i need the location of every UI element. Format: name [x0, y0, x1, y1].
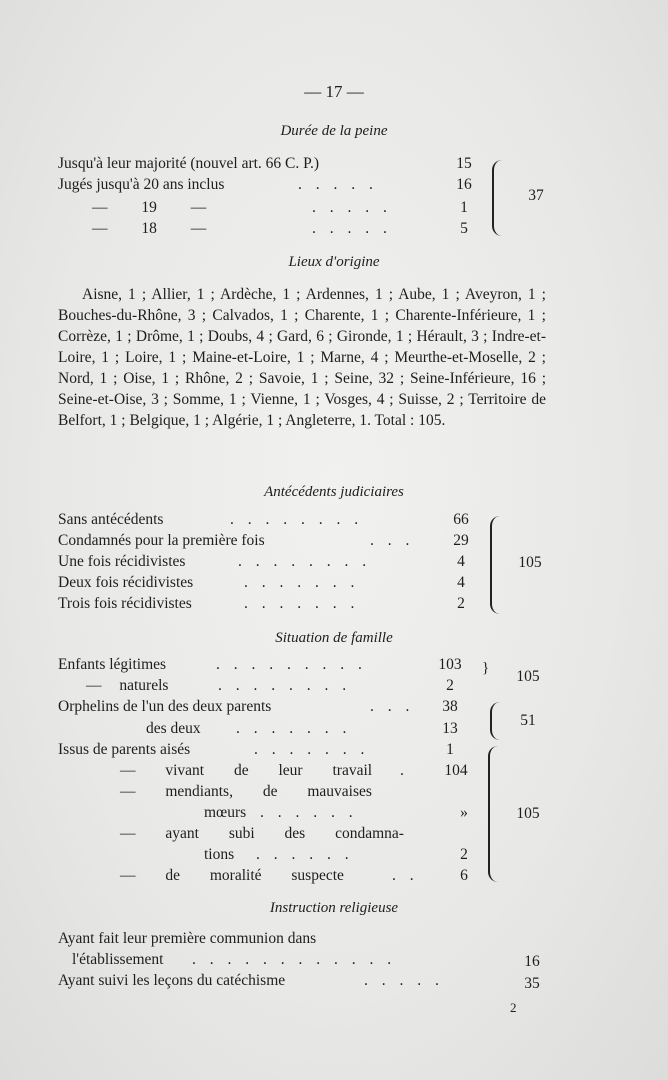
row-label: Une fois récidivistes [58, 553, 186, 570]
group-total: 105 [518, 554, 542, 571]
row-label: — vivant de leur travail [120, 762, 373, 779]
row-value: » [460, 804, 468, 821]
row-label: Trois fois récidivistes [58, 595, 192, 612]
leader-dots: . . . . . [298, 176, 378, 193]
leader-dots: . . . . . . . . . . . . [192, 951, 397, 968]
row-label: mœurs [204, 804, 247, 821]
leader-dots: . . . . . . . . [230, 511, 364, 528]
row-label: Deux fois récidivistes [58, 574, 194, 591]
row-value: 1 [446, 741, 454, 758]
row-label: l'établissement [72, 951, 164, 968]
row-value: 4 [457, 574, 465, 591]
leader-dots: . . . . . . . [254, 741, 370, 758]
row-value: 38 [442, 698, 458, 715]
leader-dots: . . [392, 867, 419, 884]
group-total: 51 [520, 712, 536, 729]
heading-duree: Durée de la peine [280, 123, 388, 139]
brace-bracket [488, 746, 500, 882]
leader-dots: . . . . . . [260, 804, 358, 821]
row-label: — 18 — [92, 220, 207, 237]
heading-famille: Situation de famille [275, 630, 393, 646]
leader-dots: . . . . . [312, 199, 392, 216]
row-label: Sans antécédents [58, 511, 164, 528]
row-label: Ayant suivi les leçons du catéchisme [58, 972, 286, 989]
heading-antecedents: Antécédents judiciaires [264, 484, 404, 500]
leader-dots: . . . . . . . . [218, 677, 352, 694]
row-value: 16 [524, 953, 540, 970]
leader-dots: . . . . . . . [244, 595, 360, 612]
row-value: 103 [438, 656, 462, 673]
row-label: Jugés jusqu'à 20 ans inclus [58, 176, 225, 193]
leader-dots: . . . [370, 698, 415, 715]
leader-dots: . . . . . . . . [238, 553, 372, 570]
row-label: — de moralité suspecte [120, 867, 344, 884]
row-label: Jusqu'à leur majorité (nouvel art. 66 C. P.) [58, 155, 320, 172]
row-value: 4 [457, 553, 465, 570]
leader-dots: . . . . . [364, 972, 444, 989]
row-label: — ayant subi des condamna- [120, 825, 404, 842]
row-value: 15 [456, 155, 472, 172]
leader-dots: . [400, 762, 409, 779]
heading-lieux: Lieux d'origine [288, 254, 380, 270]
row-label: Ayant fait leur première communion dans [58, 930, 317, 947]
row-label: Condamnés pour la première fois [58, 532, 265, 549]
row-value: 16 [456, 176, 472, 193]
leader-dots: . . . . . [312, 220, 392, 237]
row-value: 2 [460, 846, 468, 863]
row-label: tions [204, 846, 235, 863]
group-total: 105 [516, 668, 540, 685]
leader-dots: . . . . . . . . . [216, 656, 367, 673]
corner-mark: 2 [510, 1000, 517, 1015]
row-value: 104 [444, 762, 468, 779]
leader-dots: . . . . . . [256, 846, 354, 863]
brace-mark: } [482, 660, 490, 676]
row-value: 5 [460, 220, 468, 237]
leader-dots: . . . [370, 532, 415, 549]
leader-dots: . . . . . . . [236, 720, 352, 737]
row-label: — naturels [86, 677, 169, 694]
row-label: — 19 — [92, 199, 207, 216]
heading-instruction: Instruction religieuse [269, 900, 399, 916]
brace-bracket [492, 160, 504, 236]
group-total: 37 [528, 187, 544, 204]
page-number: — 17 — [304, 82, 364, 101]
group-total: 105 [516, 805, 540, 822]
row-value: 29 [453, 532, 469, 549]
brace-bracket [490, 702, 502, 740]
row-label: des deux [146, 720, 201, 737]
origin-paragraph: Aisne, 1 ; Allier, 1 ; Ardèche, 1 ; Ardennes, 1 ; Aube, 1 ; Aveyron, 1 ; Bouches-du-Rhône, 3 ; Calvados, 1 ; Charente, 1 ; Charente-Inférieure, 1 ; Corrèze, 1 ; Drôme, 1 ; Doubs, 4 ; Gard, 6 ; Gironde, 1 ; Hérault, 3 ; Indre-et-Loire, 1 ; Loire, 1 ; Maine-et-Loire, 1 ; Marne, 4 ; Meurthe-et-Moselle, 2 ; Nord, 1 ; Oise, 1 ; Rhône, 2 ; Savoie, 1 ; Seine, 32 ; Seine-Inférieure, 16 ; Seine-et-Oise, 3 ; Somme, 1 ; Vienne, 1 ; Vosges, 4 ; Suisse, 2 ; Territoire de Belfort, 1 ; Belgique, 1 ; Algérie, 1 ; Angleterre, 1. Total : 105. [58, 286, 546, 429]
row-value: 2 [446, 677, 454, 694]
row-value: 1 [460, 199, 468, 216]
row-label: — mendiants, de mauvaises [120, 783, 372, 800]
row-value: 2 [457, 595, 465, 612]
brace-bracket [490, 516, 502, 614]
row-value: 6 [460, 867, 468, 884]
row-label: Issus de parents aisés [58, 741, 191, 758]
row-value: 35 [524, 975, 540, 992]
row-label: Orphelins de l'un des deux parents [58, 698, 272, 715]
row-value: 66 [453, 511, 469, 528]
row-value: 13 [442, 720, 458, 737]
leader-dots: . . . . . . . [244, 574, 360, 591]
row-label: Enfants légitimes [58, 656, 167, 673]
